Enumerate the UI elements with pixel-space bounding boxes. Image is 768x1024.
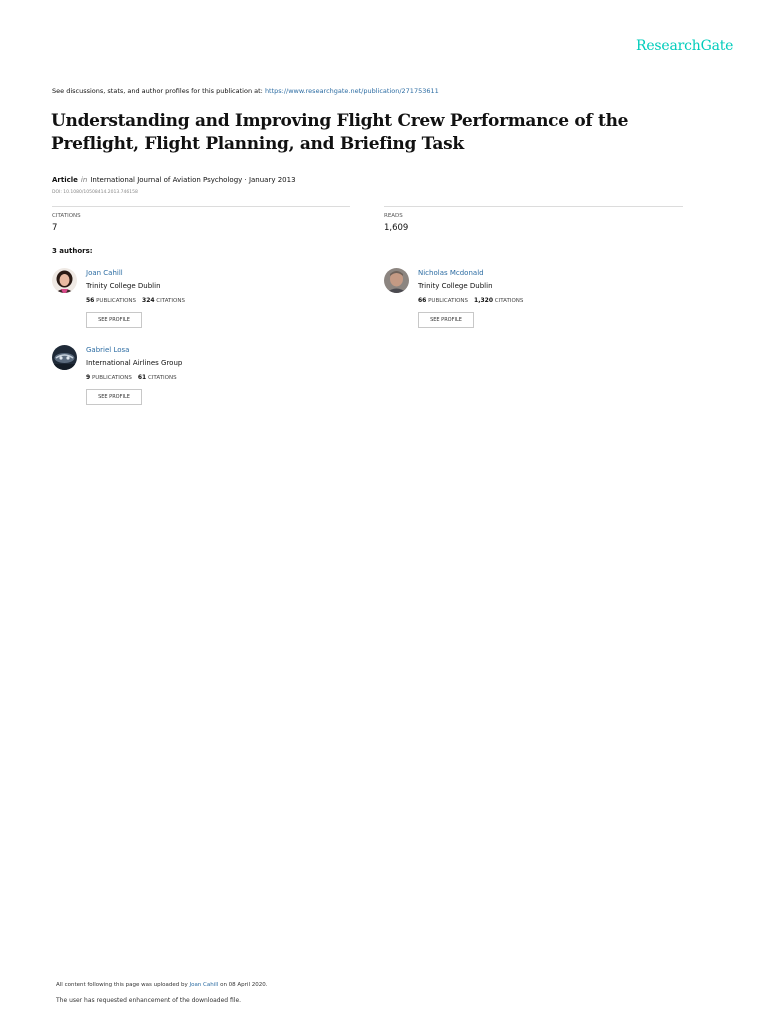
discussion-prefix: See discussions, stats, and author profiles for this publication at:	[52, 87, 265, 95]
researchgate-logo[interactable]: ResearchGate	[636, 38, 734, 54]
citations-count: 61	[137, 374, 147, 381]
see-profile-button[interactable]: SEE PROFILE	[86, 312, 142, 328]
doi: DOI: 10.1080/10508414.2013.746158	[52, 190, 138, 195]
publication-title: Understanding and Improving Flight Crew Performance of the Preflight, Flight Planning, and Briefing Task	[51, 111, 629, 154]
author-institution: International Airlines Group	[86, 359, 183, 367]
author-avatar[interactable]	[384, 268, 409, 293]
publications-count: 9	[86, 374, 91, 381]
author-name[interactable]: Joan Cahill	[86, 269, 123, 277]
citations-label: CITATIONS	[147, 375, 177, 381]
journal-info: International Journal of Aviation Psychology · January 2013	[90, 176, 296, 184]
citations-label: CITATIONS	[52, 213, 81, 219]
publications-count: 56	[86, 297, 95, 304]
author-card	[384, 268, 644, 338]
publications-label: PUBLICATIONS	[428, 298, 469, 304]
author-institution: Trinity College Dublin	[86, 282, 161, 290]
author-card	[52, 345, 312, 415]
citations-label: CITATIONS	[494, 298, 524, 304]
author-institution: Trinity College Dublin	[418, 282, 493, 290]
author-stats	[418, 297, 523, 304]
author-avatar[interactable]	[52, 345, 77, 370]
article-meta	[52, 176, 296, 184]
discussion-line	[52, 87, 439, 95]
author-card	[52, 268, 312, 338]
publications-label: PUBLICATIONS	[96, 298, 137, 304]
reads-label: READS	[384, 213, 403, 219]
reads-count: 1,609	[384, 223, 409, 233]
author-avatar[interactable]	[52, 268, 77, 293]
citations-label: CITATIONS	[156, 298, 185, 304]
citations-count: 7	[52, 223, 58, 233]
publication-link[interactable]: https://www.researchgate.net/publication/271753611	[264, 87, 439, 95]
enhancement-note: The user has requested enhancement of the downloaded file.	[56, 997, 242, 1004]
publications-count: 66	[418, 297, 427, 304]
uploader-link[interactable]: Joan Cahill	[189, 982, 219, 988]
author-name[interactable]: Gabriel Losa	[86, 346, 130, 354]
citations-divider	[52, 206, 350, 207]
in-word: in	[80, 176, 88, 184]
upload-prefix: All content following this page was uploaded by	[56, 982, 190, 988]
author-stats	[86, 374, 177, 381]
see-profile-button[interactable]: SEE PROFILE	[86, 389, 142, 405]
author-stats	[86, 297, 185, 304]
citations-count: 1,320	[474, 297, 493, 304]
reads-divider	[384, 206, 683, 207]
article-type: Article	[52, 176, 78, 184]
publications-label: PUBLICATIONS	[91, 375, 132, 381]
authors-heading: 3 authors:	[52, 247, 93, 255]
citations-count: 324	[142, 297, 155, 304]
upload-suffix: on 08 April 2020.	[218, 982, 268, 988]
upload-note	[56, 982, 268, 988]
see-profile-button[interactable]: SEE PROFILE	[418, 312, 474, 328]
author-name[interactable]: Nicholas Mcdonald	[418, 269, 484, 277]
